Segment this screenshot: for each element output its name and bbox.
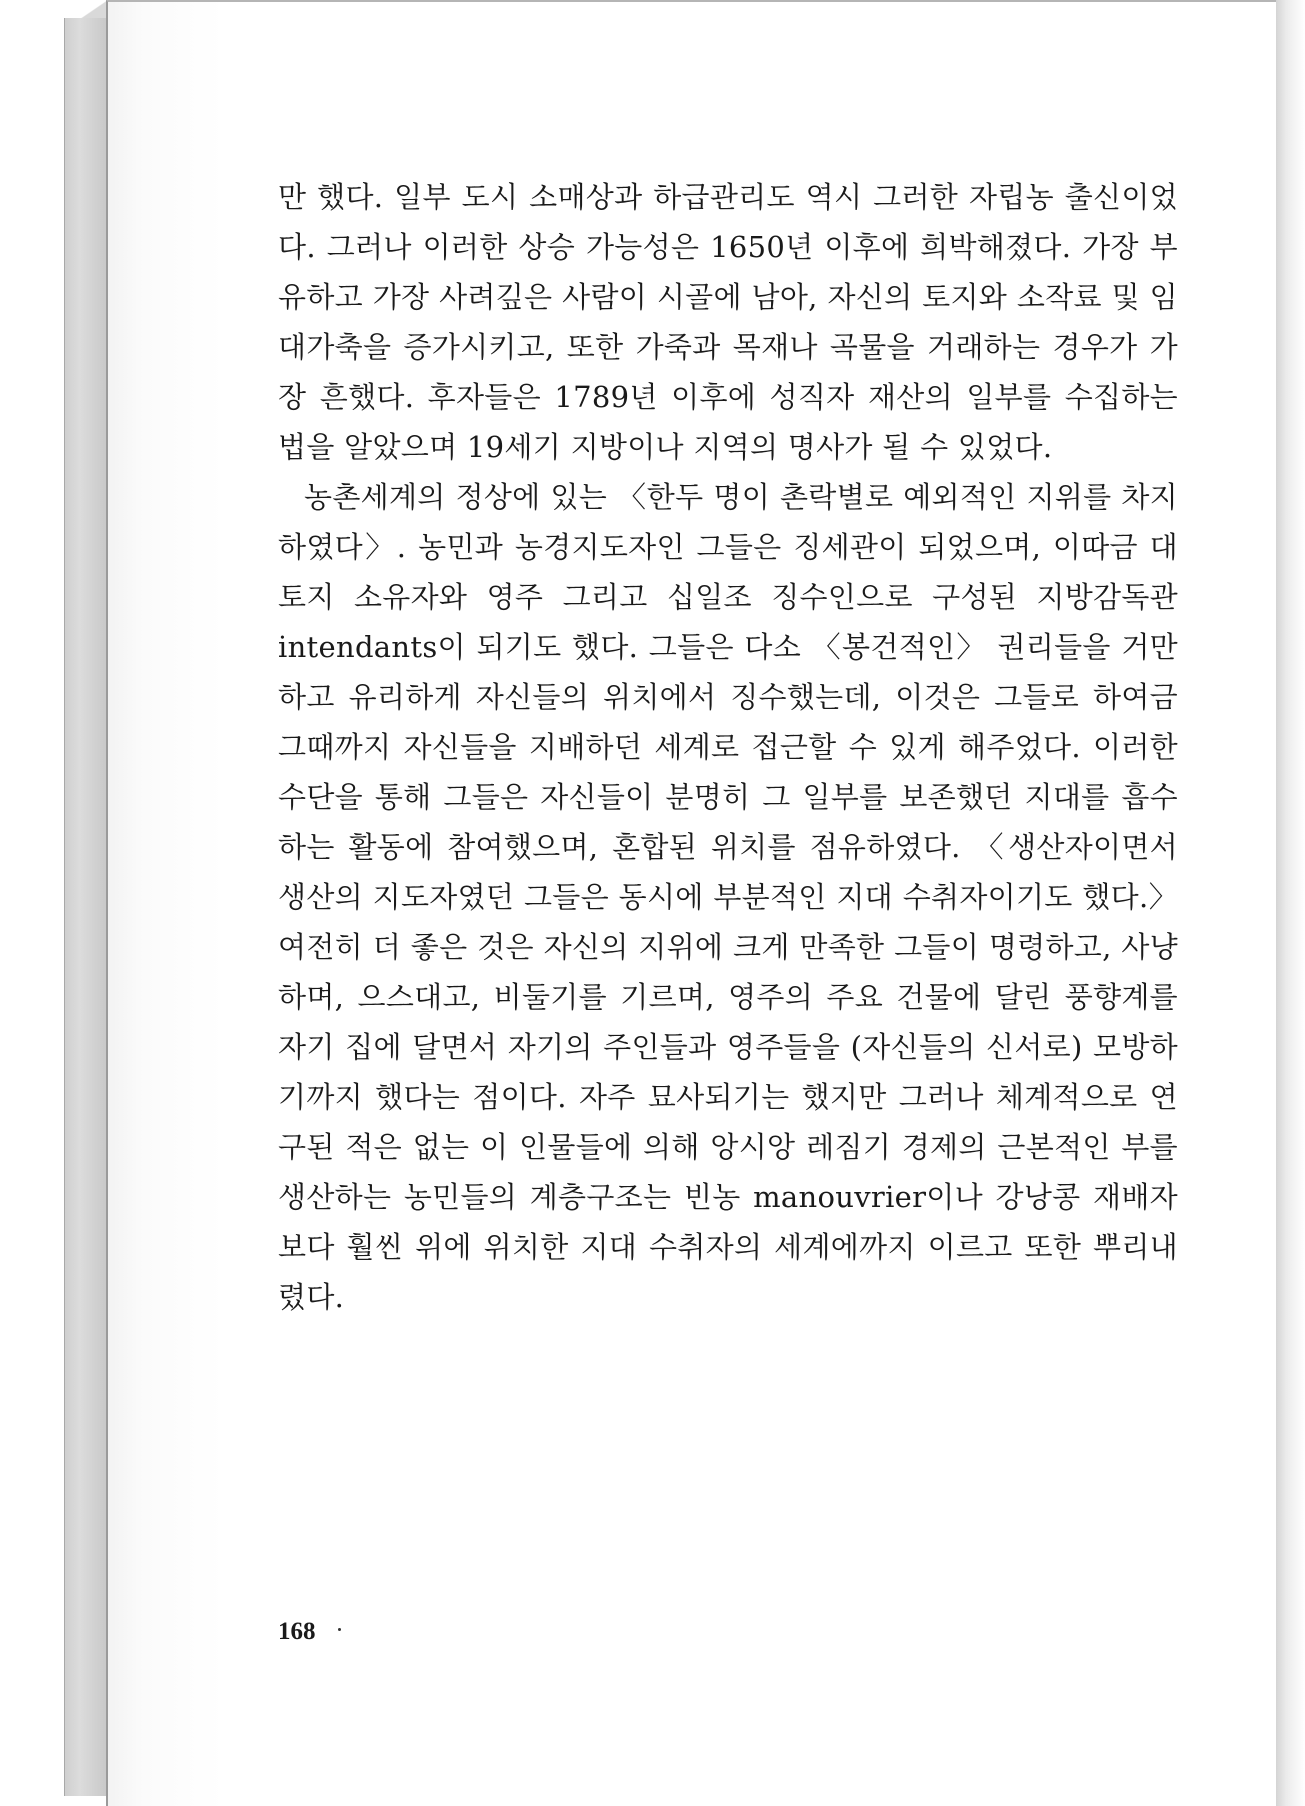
paragraph-1: 만 했다. 일부 도시 소매상과 하급관리도 역시 그러한 자립농 출신이었다. 그러나 이러한 상승 가능성은 1650년 이후에 희박해졌다. 가장 부유하고 가장 사려깊은 사람이 시골에 남아, 자신의 토지와 소작료 및 임대가축을 증가시키고, 또한 가죽과 목재나 곡물을 거래하는 경우가 가장 흔했다. 후자들은 1789년 이후에 성직자 재산의 일부를 수집하는 법을 알았으며 19세기 지방이나 지역의 명사가 될 수 있었다. (278, 180, 1178, 464)
page-dot-mark (338, 1628, 341, 1631)
paragraph-2: 농촌세계의 정상에 있는 〈한두 명이 촌락별로 예외적인 지위를 차지하였다〉. 농민과 농경지도자인 그들은 징세관이 되었으며, 이따금 대 토지 소유자와 영주 그리고 십일조 징수인으로 구성된 지방감독관 intendants이 되기도 했다. 그들은 다소 〈봉건적인〉 권리들을 거만하고 유리하게 자신들의 위치에서 징수했는데, 이것은 그들로 하여금 그때까지 자신들을 지배하던 세계로 접근할 수 있게 해주었다. 이러한 수단을 통해 그들은 자신들이 분명히 그 일부를 보존했던 지대를 흡수하는 활동에 참여했으며, 혼합된 위치를 점유하였다. 〈생산자이면서 생산의 지도자였던 그들은 동시에 부분적인 지대 수취자이기도 했다.〉 여전히 더 좋은 것은 자신의 지위에 크게 만족한 그들이 명령하고, 사냥하며, 으스대고, 비둘기를 기르며, 영주의 주요 건물에 달린 풍향계를 자기 집에 달면서 자기의 주인들과 영주들을 (자신들의 신서로) 모방하기까지 했다는 점이다. 자주 묘사되기는 했지만 그러나 체계적으로 연구된 적은 없는 이 인물들에 의해 앙시앙 레짐기 경제의 근본적인 부를 생산하는 농민들의 계층구조는 빈농 manouvrier이나 강낭콩 재배자보다 훨씬 위에 위치한 지대 수취자의 세계에까지 이르고 또한 뿌리내렸다. (278, 480, 1178, 1314)
book-spine-edge (64, 18, 107, 1796)
page-number: 168 (278, 1618, 316, 1645)
body-text (278, 172, 1178, 1322)
page-right-shadow (1276, 0, 1305, 1806)
